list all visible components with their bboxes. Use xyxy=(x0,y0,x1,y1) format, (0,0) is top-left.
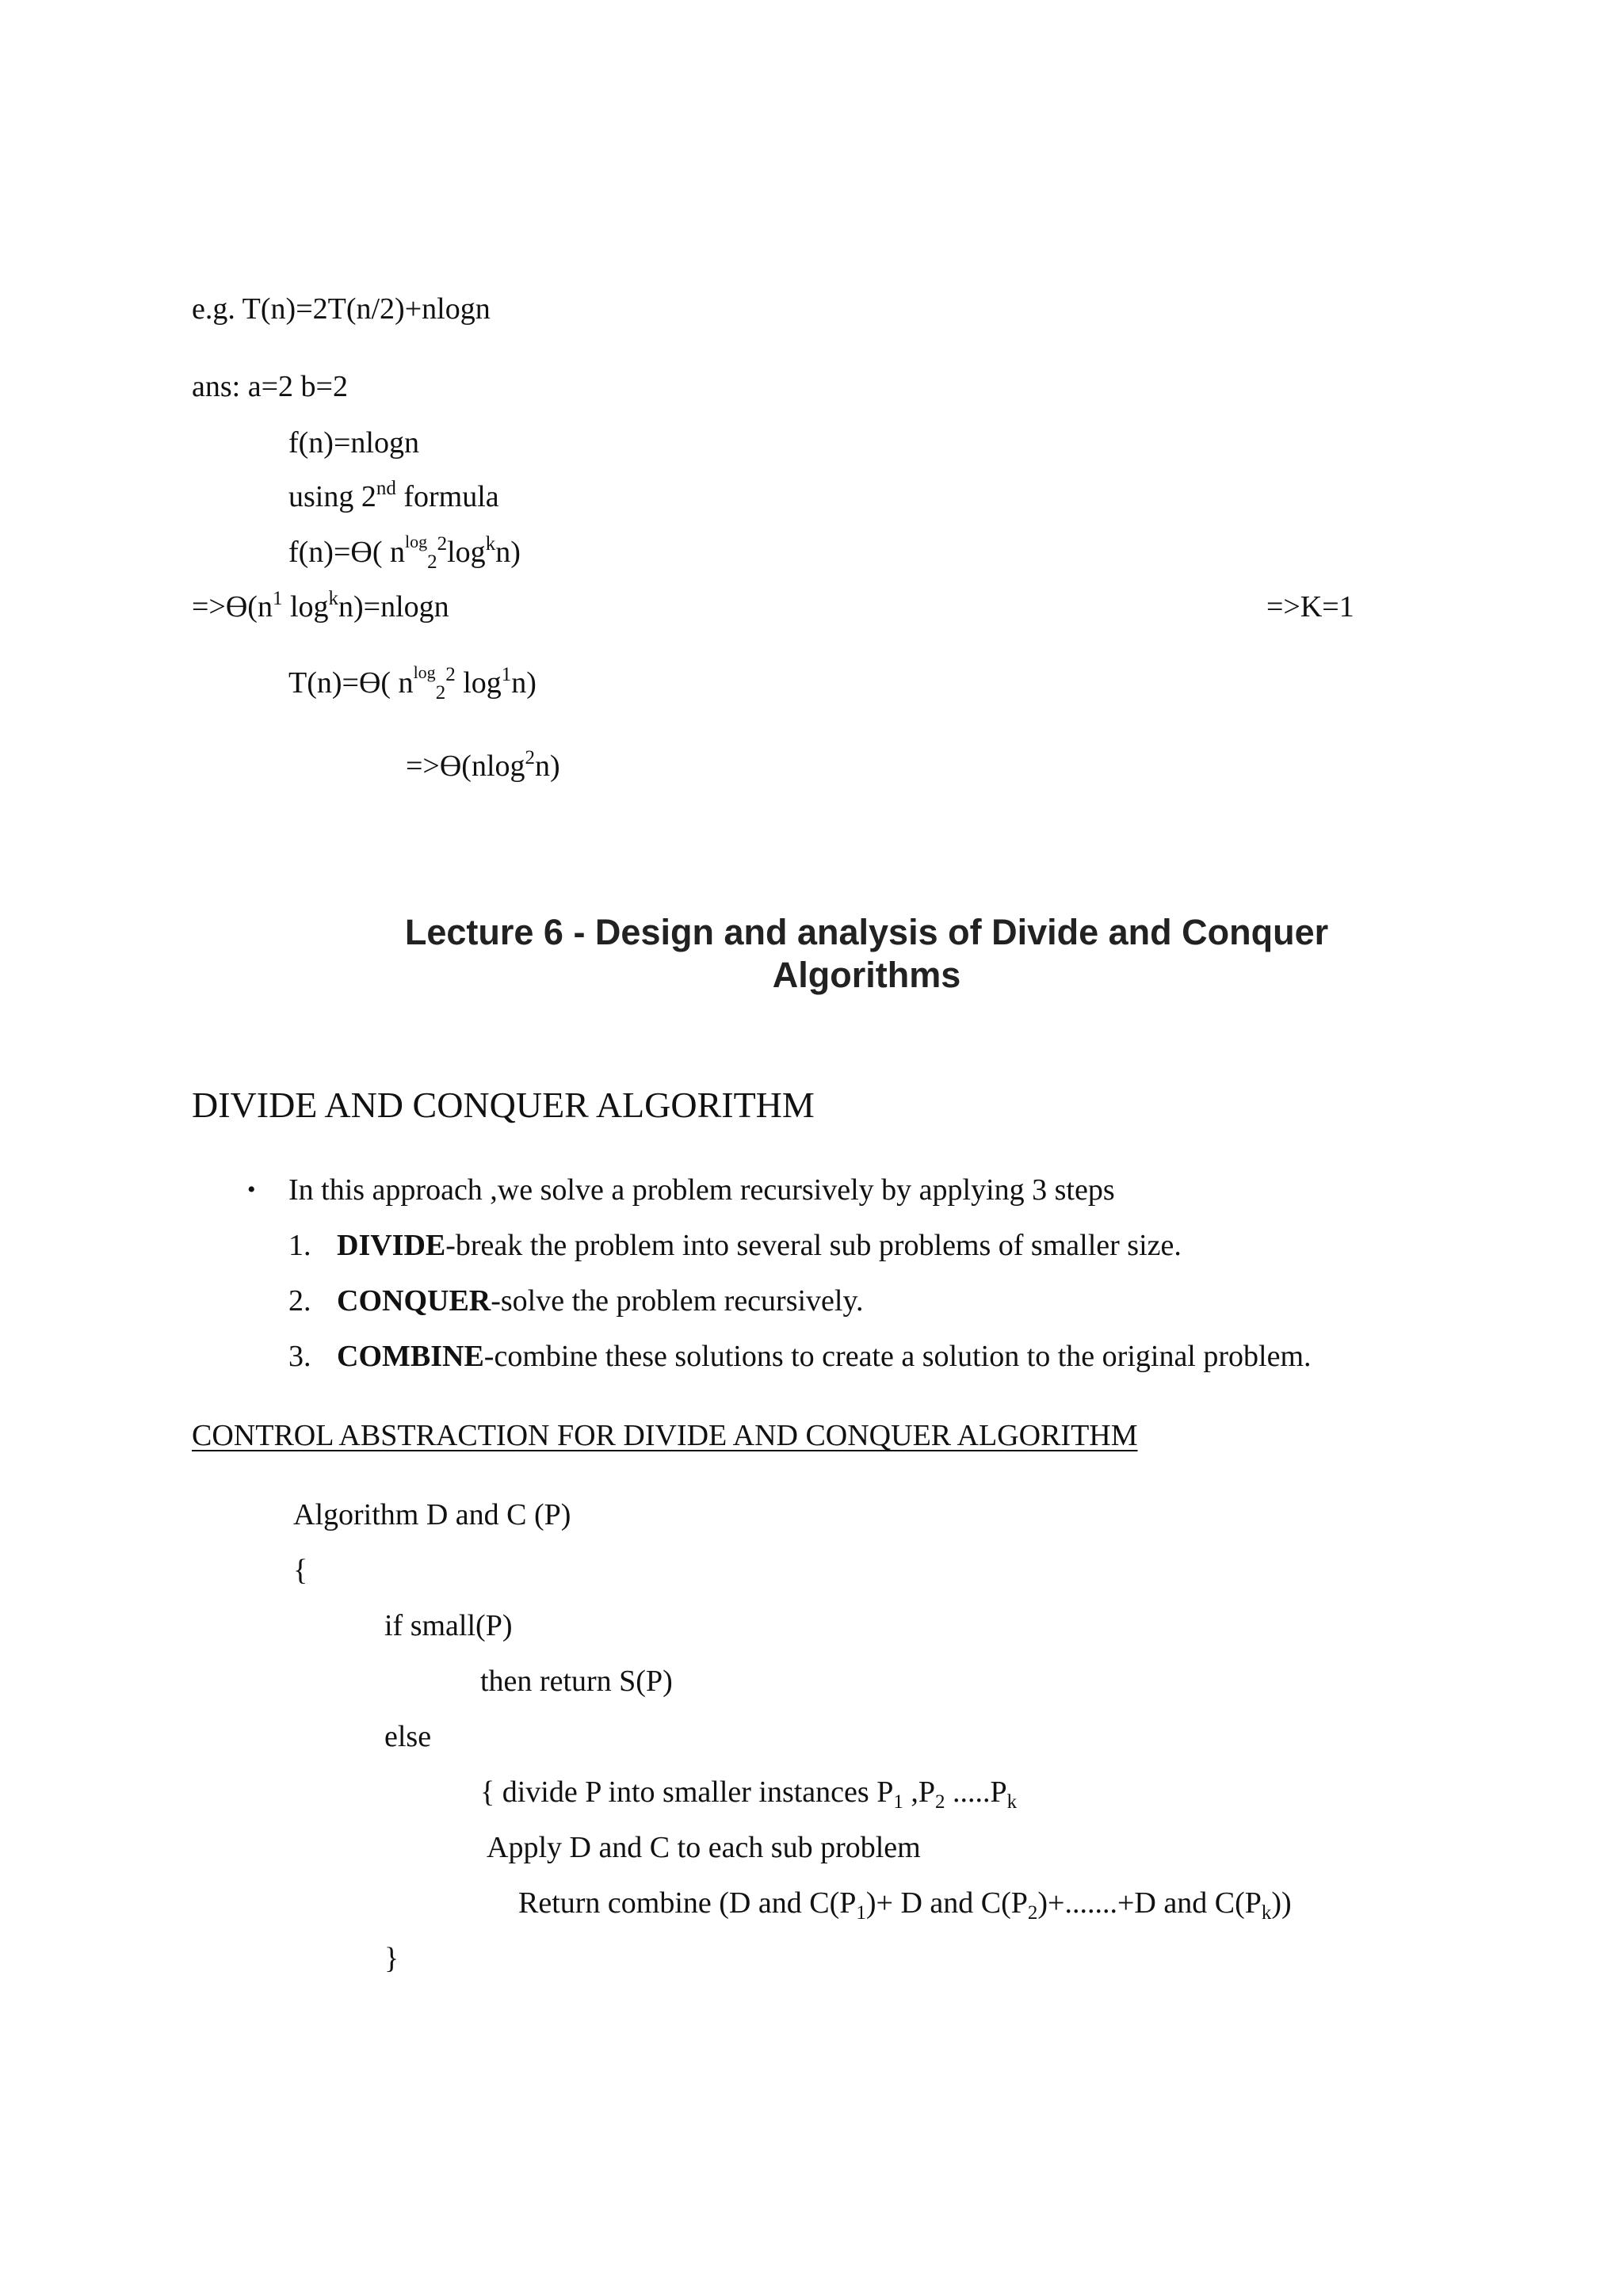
step-number: 1. xyxy=(288,1229,311,1262)
final-result: =>Ө(nlog$^2$n) xyxy=(406,747,560,783)
lecture-title-line2: Algorithms xyxy=(772,955,961,995)
step-item: DIVIDE-break the problem into several sub problems of smaller size. xyxy=(337,1229,1182,1262)
theta-simplification: $=>Ө(n^1$ $\log^kn)=nlogn$ xyxy=(192,588,449,624)
bullet-icon: • xyxy=(247,1177,256,1203)
example-equation: e.g. T(n)=2T(n/2)+nlogn xyxy=(192,292,491,326)
fn-definition: f(n)=nlogn xyxy=(288,426,419,460)
step-number: 3. xyxy=(288,1340,311,1373)
fn-theta: f(n)=Ө( $n^{log}_2^2\log^kn$) xyxy=(288,532,521,573)
example-answer: ans: a=2 b=2 xyxy=(192,370,348,403)
step-item: COMBINE-combine these solutions to create a solution to the original problem. xyxy=(337,1340,1312,1373)
return-line: Return combine (D and $C(P_1)+ D$ and $C(P_2)+.......+D$ and $C(P_k)$) xyxy=(518,1886,1292,1924)
algorithm-header: Algorithm D and C (P) xyxy=(293,1498,571,1531)
apply-line: Apply D and C to each sub problem xyxy=(487,1831,921,1864)
close-brace: } xyxy=(384,1942,399,1975)
k-result: =>K=1 xyxy=(1266,590,1354,624)
control-heading: CONTROL ABSTRACTION FOR DIVIDE AND CONQUER ALGORITHM xyxy=(192,1419,1138,1452)
lecture-title-line1: Lecture 6 - Design and analysis of Divide and Conquer xyxy=(404,912,1329,952)
then-line: then return S(P) xyxy=(480,1665,673,1698)
tn-theta: T(n)=Ө( $n^{log}_2^2$ $\log^1n$) xyxy=(288,662,537,704)
step-number: 2. xyxy=(288,1284,311,1318)
section-heading: DIVIDE AND CONQUER ALGORITHM xyxy=(192,1085,815,1125)
divide-line: { divide P into smaller instances $P_1$ $,P_2$ $.....P_k$ xyxy=(480,1775,1018,1813)
if-line: if small(P) xyxy=(384,1609,513,1642)
open-brace: { xyxy=(293,1554,308,1587)
else-line: else xyxy=(384,1720,432,1753)
bullet-text: In this approach ,we solve a problem recursively by applying 3 steps xyxy=(288,1173,1115,1207)
formula-note: using 2nd formula xyxy=(288,478,499,513)
step-item: CONQUER-solve the problem recursively. xyxy=(337,1284,864,1318)
